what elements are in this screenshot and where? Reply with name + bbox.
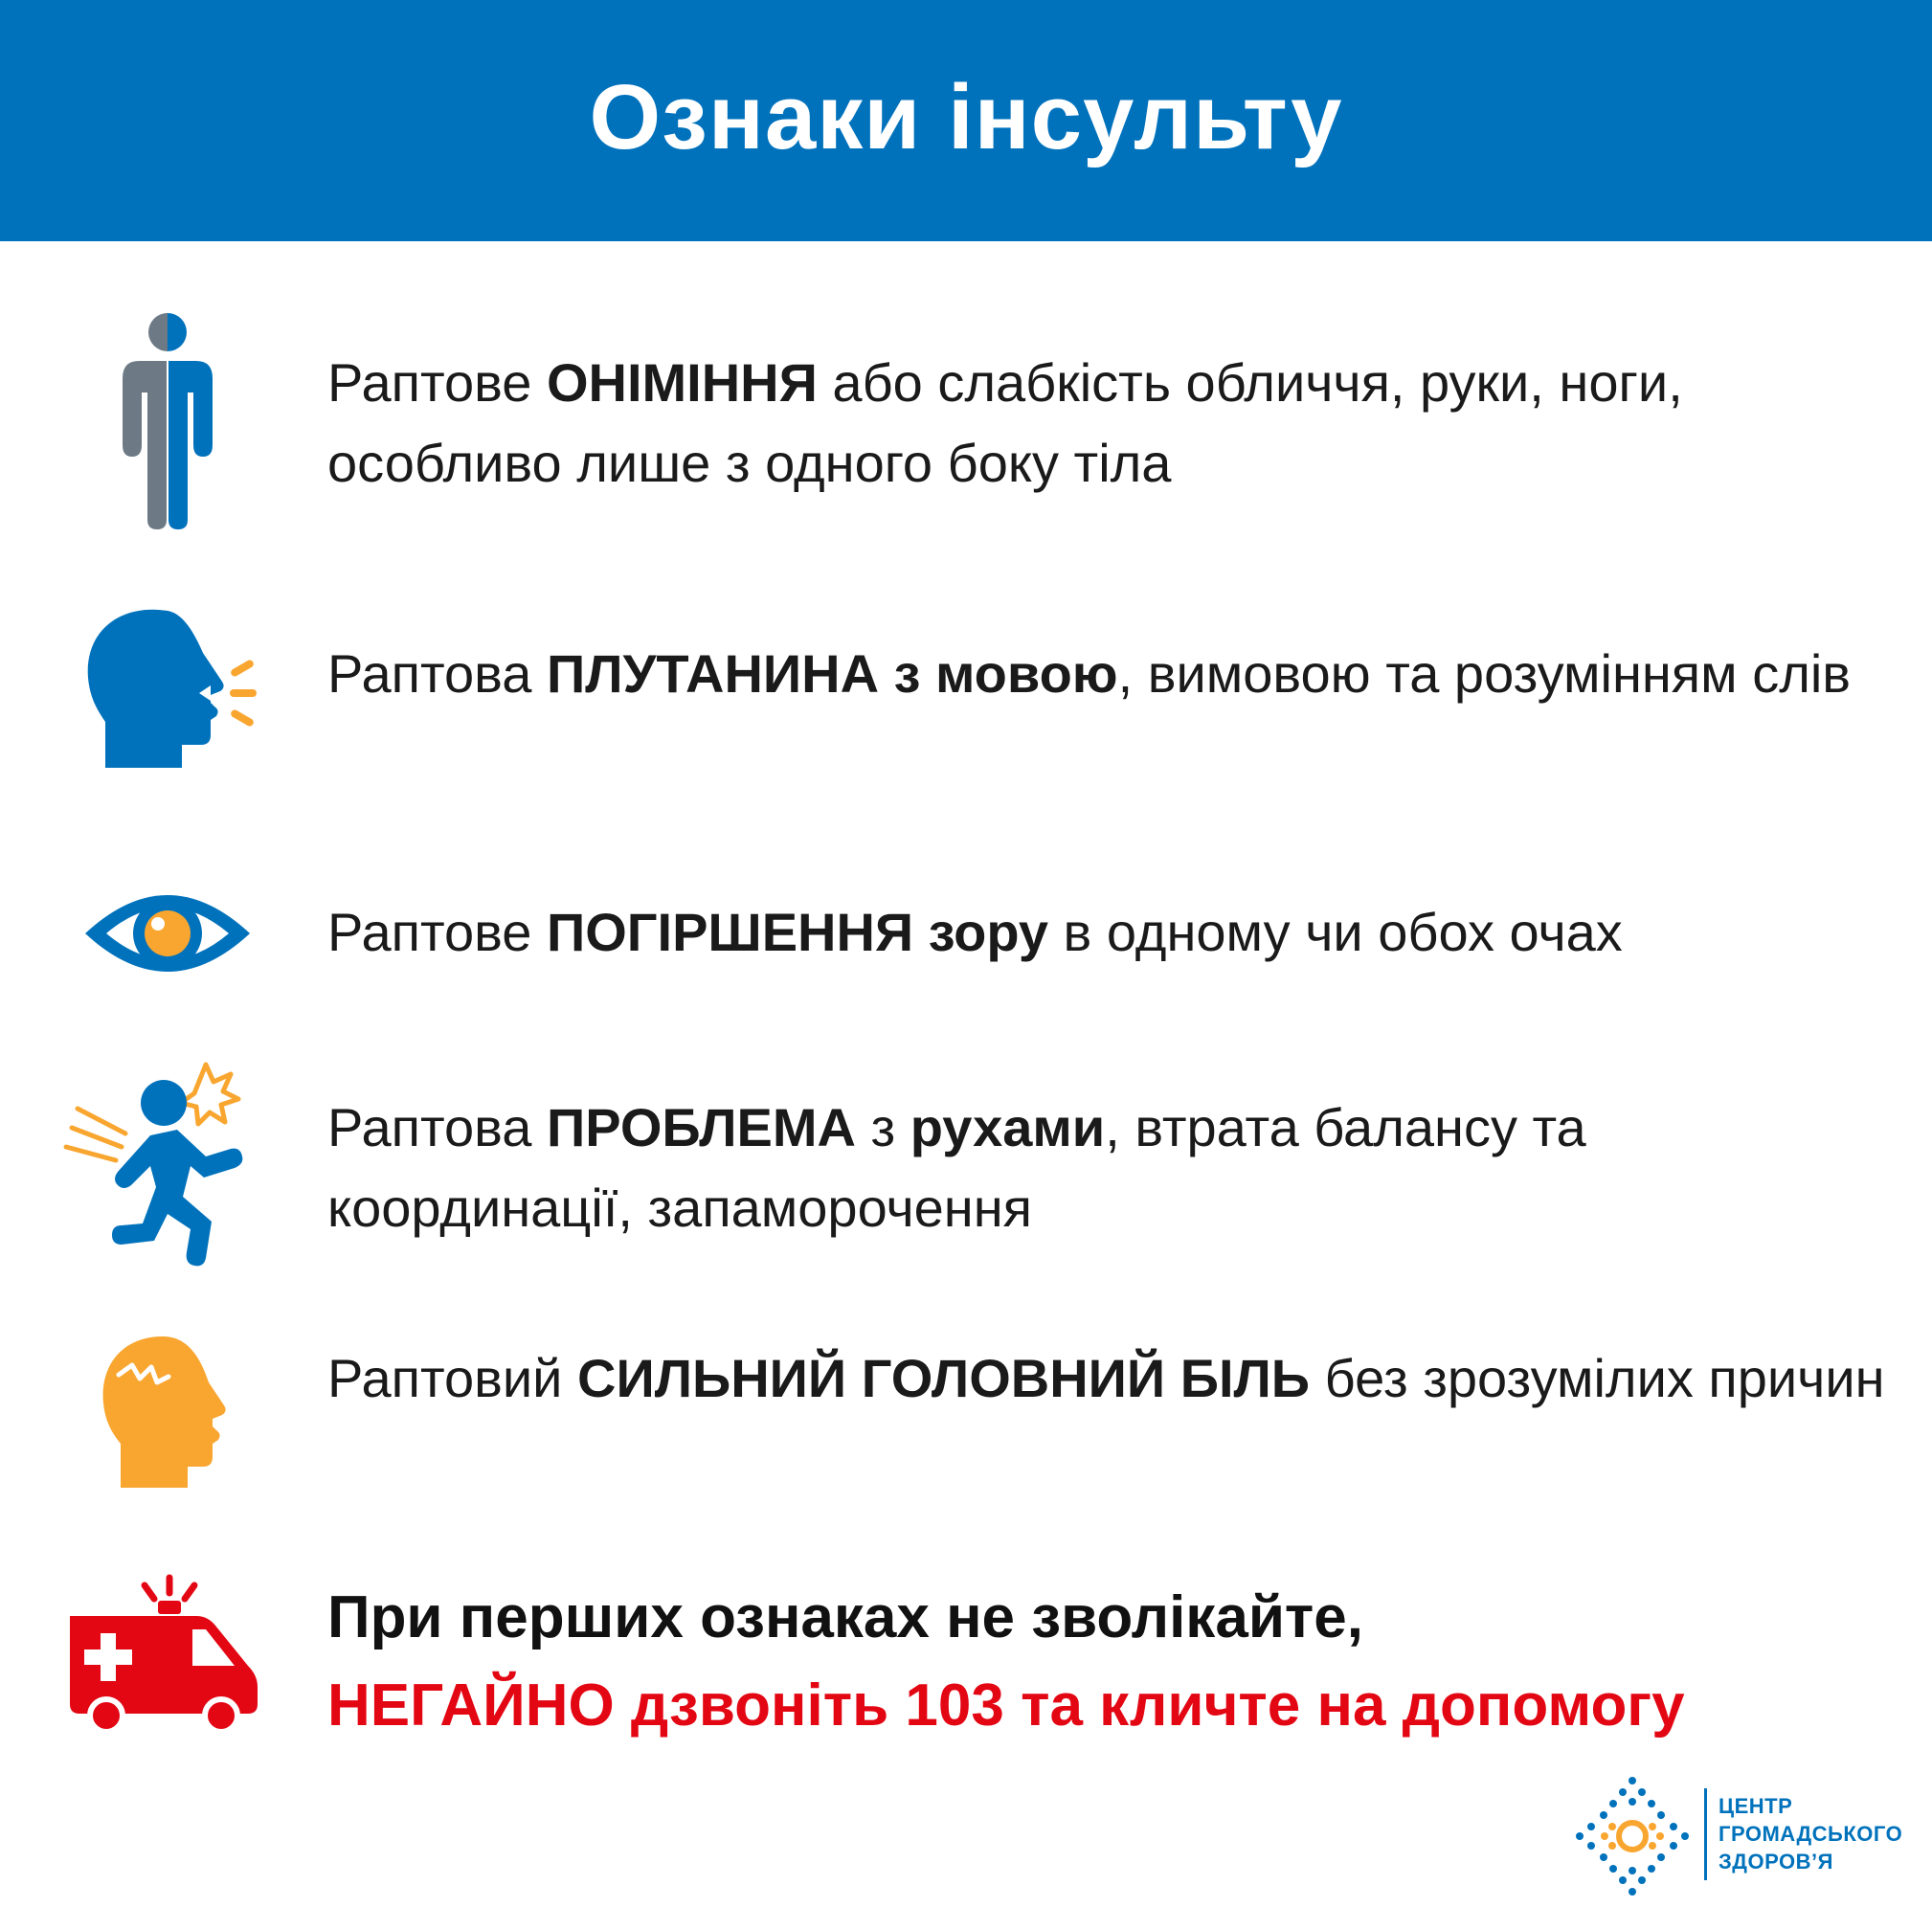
symptom-description: або слабкість обличчя, руки, ноги, особливо лише з одного боку тіла	[327, 352, 1683, 493]
page-title: Ознаки інсульту	[589, 66, 1343, 168]
symptom-description: , втрата балансу та координації, запаморочення	[327, 1097, 1586, 1238]
symptom-text-movement	[327, 1088, 1898, 1248]
symptom-lead: Раптовий	[327, 1348, 577, 1408]
symptom-keyword: ПЛУТАНИНА з мовою	[546, 643, 1118, 704]
body-half-numb-icon	[48, 297, 287, 536]
symptom-lead: Раптове	[327, 902, 547, 962]
symptom-text-speech	[327, 634, 1898, 714]
symptom-keyword: ПРОБЛЕМА	[546, 1097, 856, 1157]
headache-head-icon	[48, 1326, 287, 1498]
symptom-lead: Раптова	[327, 643, 547, 704]
symptom-text-numbness	[327, 343, 1898, 504]
symptom-item-movement	[0, 1053, 1932, 1283]
symptom-item-numbness	[0, 287, 1932, 546]
symptom-lead: Раптове	[327, 352, 547, 413]
symptom-text-vision	[327, 892, 1898, 973]
symptom-item-headache	[0, 1321, 1932, 1503]
symptom-connector: з	[855, 1097, 910, 1157]
logo-line-2: ГРОМАДСЬКОГО	[1719, 1822, 1903, 1846]
eye-icon	[48, 871, 287, 996]
symptom-lead: Раптова	[327, 1097, 547, 1157]
speaking-head-icon	[48, 603, 287, 775]
symptom-text-headache	[327, 1338, 1898, 1419]
emergency-line-1: При перших ознаках не зволікайте,	[327, 1584, 1364, 1650]
logo-line-3: ЗДОРОВ’Я	[1719, 1850, 1833, 1874]
symptom-description: , вимовою та розумінням слів	[1117, 643, 1852, 704]
symptom-keyword: ПОГІРШЕННЯ зору	[546, 902, 1048, 962]
header-banner	[0, 0, 1932, 241]
logo-text	[1719, 1792, 1902, 1875]
symptom-description: в одному чи обох очах	[1048, 902, 1623, 962]
logo-divider	[1704, 1788, 1707, 1880]
logo-line-1: ЦЕНТР	[1719, 1794, 1793, 1818]
symptom-description: без зрозумілих причин	[1310, 1348, 1885, 1408]
emergency-line-2: НЕГАЙНО дзвоніть 103 та кличте на допомогу	[327, 1672, 1685, 1739]
emergency-text	[327, 1574, 1917, 1750]
symptom-item-speech	[0, 594, 1932, 785]
logo-mark-icon	[1570, 1773, 1695, 1897]
symptom-item-vision	[0, 862, 1932, 1005]
symptom-keyword: СИЛЬНИЙ ГОЛОВНИЙ БІЛЬ	[577, 1348, 1311, 1408]
stumbling-person-icon	[48, 1053, 287, 1273]
symptom-keyword-2: рухами	[910, 1097, 1106, 1157]
ambulance-icon	[57, 1570, 278, 1733]
emergency-callout	[0, 1560, 1932, 1752]
symptom-keyword: ОНІМІННЯ	[546, 352, 818, 413]
